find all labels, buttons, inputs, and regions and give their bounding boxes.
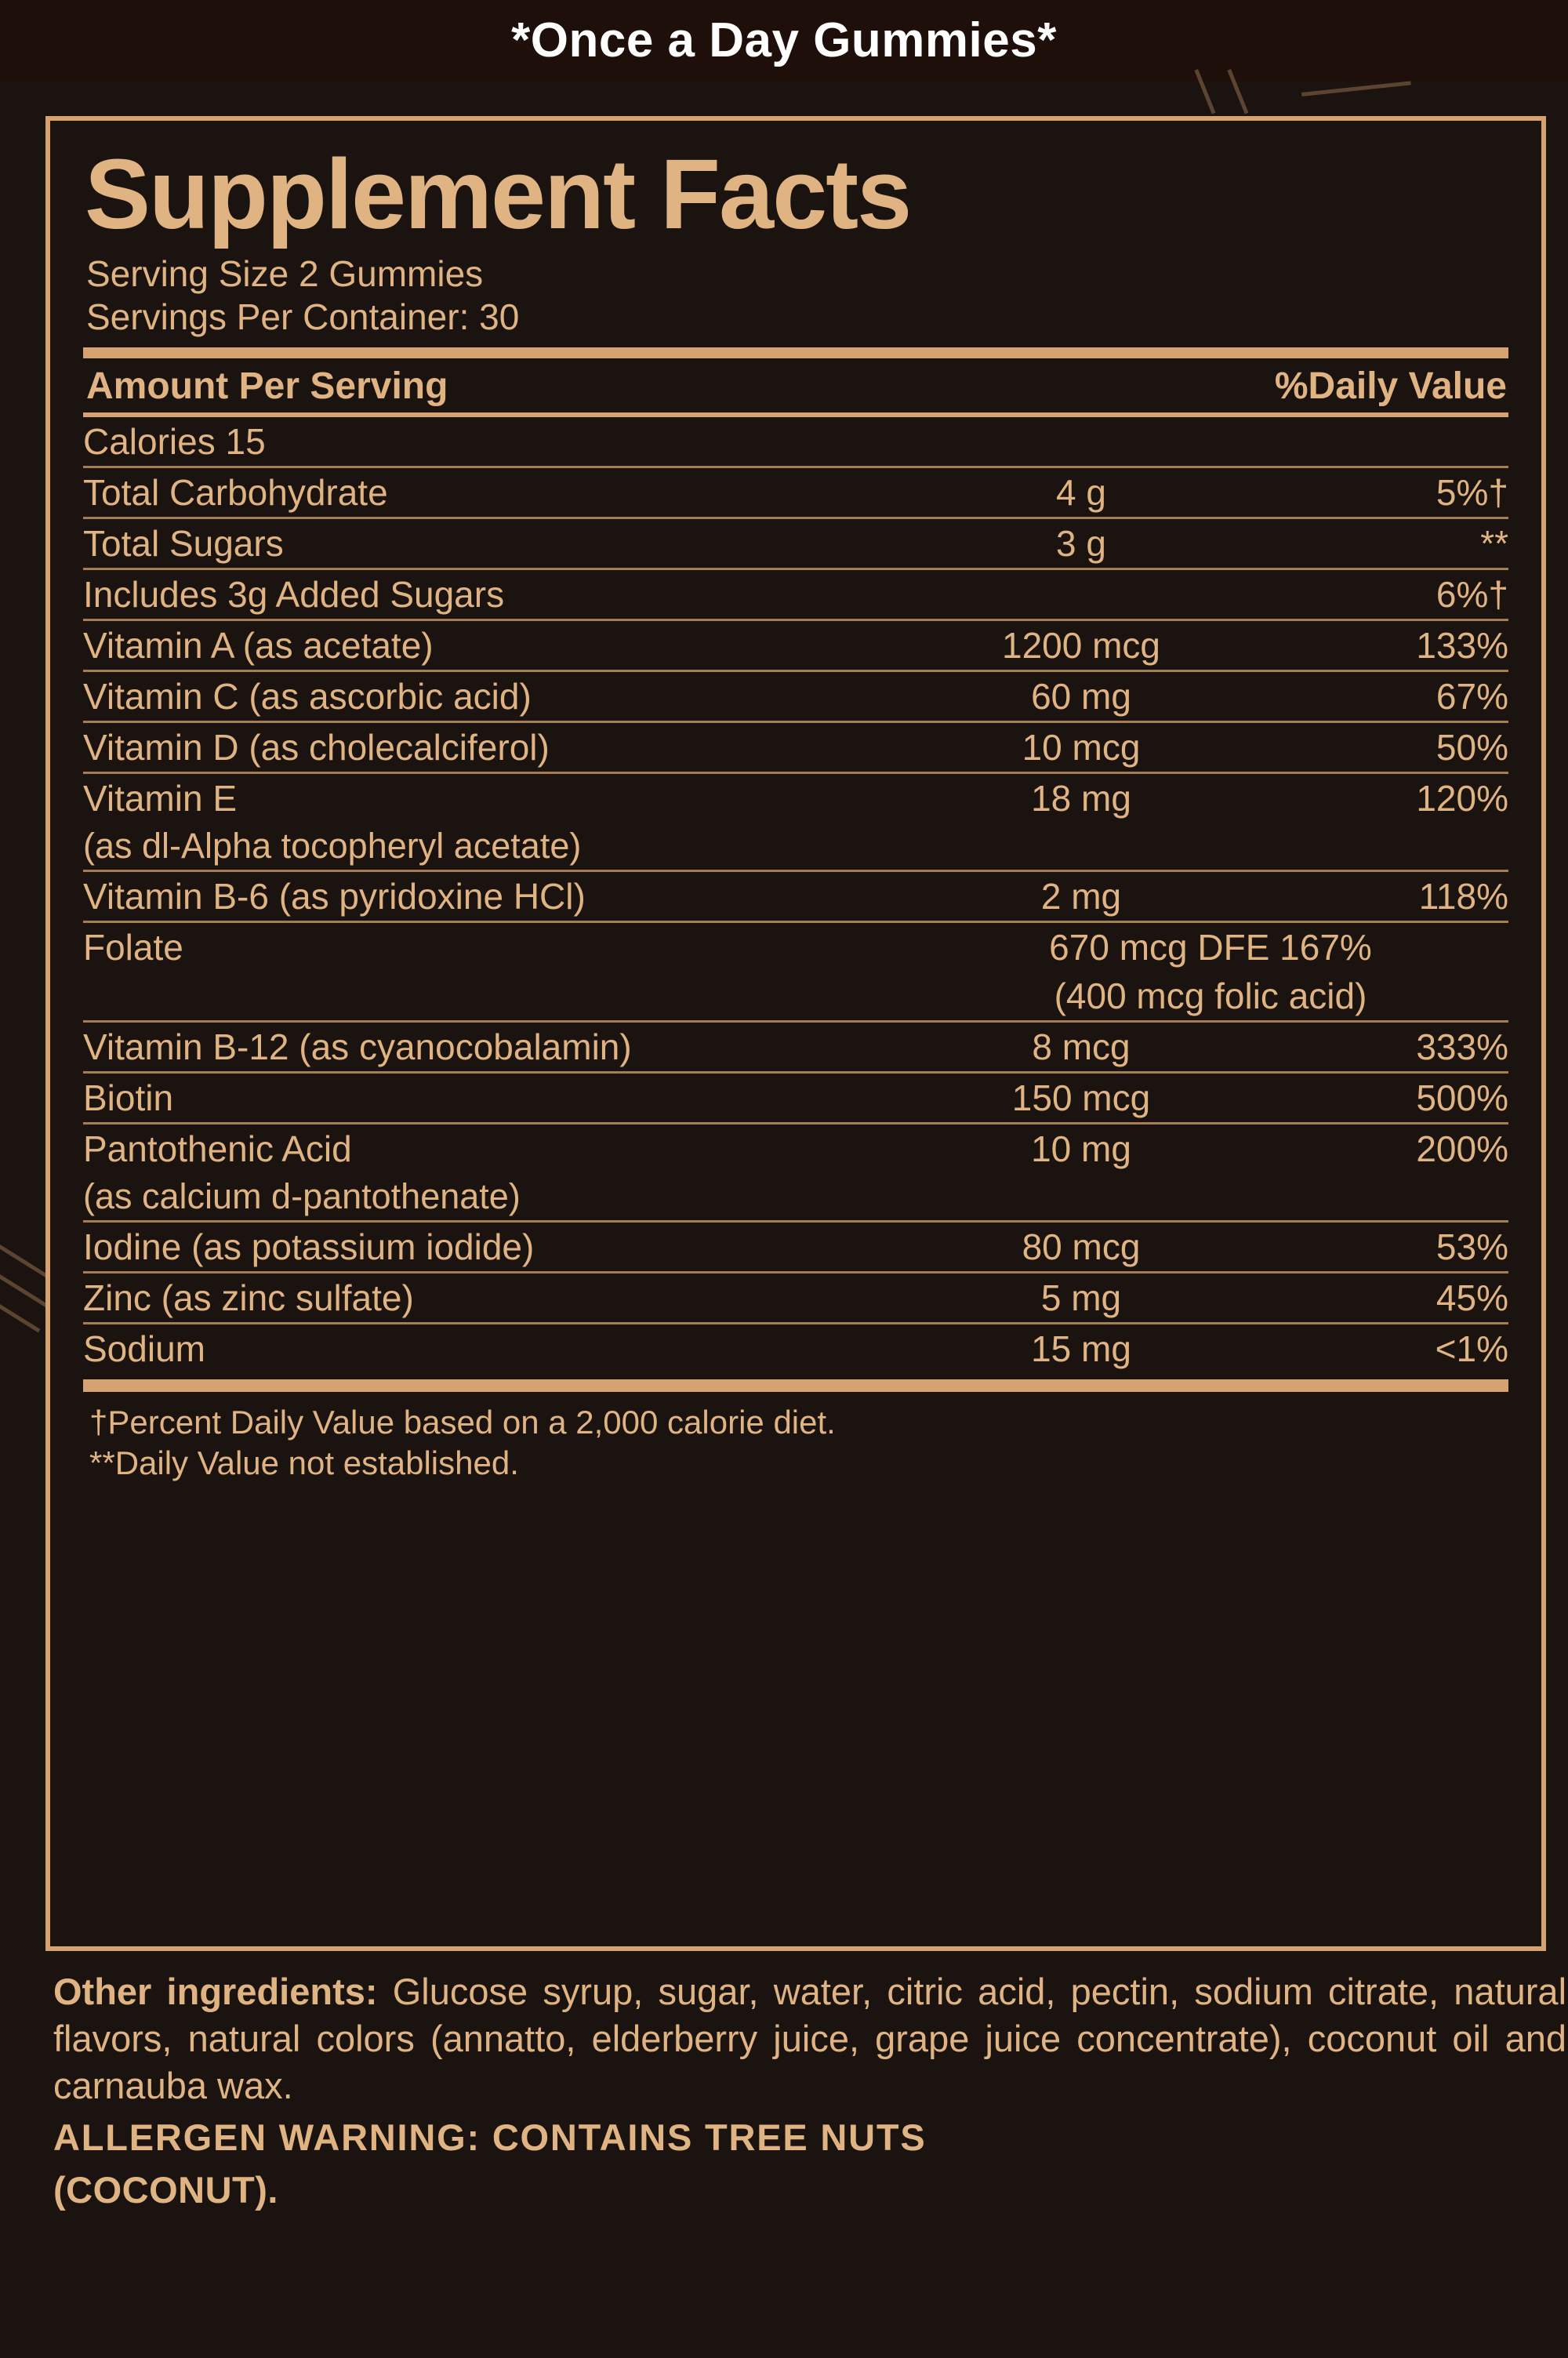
nutrient-dv: 333% (1250, 1021, 1508, 1072)
nutrient-amount: 2 mg (913, 870, 1250, 921)
daily-value-label: %Daily Value (1274, 365, 1507, 407)
nutrient-amount: 18 mg (1031, 777, 1131, 819)
nutrient-dv (1250, 417, 1508, 467)
nutrient-amount: 10 mg (1031, 1128, 1131, 1169)
nutrient-dv: 500% (1250, 1072, 1508, 1123)
page-title: *Once a Day Gummies* (511, 13, 1057, 67)
nutrient-amount (913, 417, 1250, 467)
divider-thick (83, 347, 1508, 358)
servings-per-container: Servings Per Container: 30 (86, 296, 520, 337)
allergen-warning-line1: ALLERGEN WARNING: CONTAINS TREE NUTS (53, 2116, 927, 2159)
table-row (83, 1221, 1508, 1272)
nutrient-dv: 200% (1416, 1128, 1508, 1169)
nutrient-name-continuation: (as calcium d-pantothenate) (83, 1173, 1508, 1222)
nutrient-name: Calories 15 (83, 417, 913, 467)
nutrient-name-continuation: (as dl-Alpha tocopheryl acetate) (83, 823, 1508, 871)
nutrient-amount: 80 mcg (913, 1221, 1250, 1272)
nutrient-dv: 67% (1250, 670, 1508, 721)
other-ingredients-label: Other ingredients: (53, 1971, 378, 2012)
table-row (83, 1123, 1508, 1173)
nutrient-name: Vitamin A (as acetate) (83, 619, 913, 670)
nutrient-dv: 5%† (1250, 467, 1508, 518)
table-row (83, 467, 1508, 518)
nutrient-amount: 3 g (913, 518, 1250, 569)
nutrient-dv: 53% (1250, 1221, 1508, 1272)
footnote-not-established: **Daily Value not established. (89, 1444, 519, 1482)
serving-size: Serving Size 2 Gummies (86, 253, 484, 295)
table-row (83, 772, 1508, 823)
nutrient-dv: 50% (1250, 721, 1508, 772)
table-row (83, 1021, 1508, 1072)
nutrient-dv: ** (1250, 518, 1508, 569)
nutrient-name: Iodine (as potassium iodide) (83, 1221, 913, 1272)
nutrient-name: Sodium (83, 1328, 205, 1369)
nutrient-amount: 4 g (913, 467, 1250, 518)
nutrient-dv: 120% (1416, 777, 1508, 819)
nutrient-name: Vitamin D (as cholecalciferol) (83, 721, 913, 772)
allergen-warning-line2: (COCONUT). (53, 2168, 278, 2211)
nutrient-amount: 10 mcg (913, 721, 1250, 772)
nutrient-amount: 150 mcg (913, 1072, 1250, 1123)
other-ingredients-block (53, 1968, 1566, 2214)
table-row-continuation (83, 823, 1508, 871)
nutrient-amount: 670 mcg DFE 167% (1049, 926, 1372, 968)
nutrient-amount-continuation: (400 mcg folic acid) (913, 972, 1508, 1022)
nutrient-name: Total Carbohydrate (83, 467, 913, 518)
nutrient-amount: 60 mg (913, 670, 1250, 721)
table-row (83, 921, 1508, 972)
table-row (83, 870, 1508, 921)
nutrient-name: Vitamin C (as ascorbic acid) (83, 670, 913, 721)
table-row (83, 670, 1508, 721)
nutrient-name: Vitamin B-6 (as pyridoxine HCl) (83, 870, 913, 921)
nutrient-dv: 133% (1250, 619, 1508, 670)
nutrient-name: Vitamin E (83, 777, 238, 819)
nutrient-dv: <1% (1435, 1328, 1508, 1369)
nutrient-dv: 6%† (1250, 569, 1508, 619)
nutrient-dv: 118% (1250, 870, 1508, 921)
nutrient-name: Total Sugars (83, 518, 913, 569)
table-row-continuation (83, 1173, 1508, 1222)
nutrient-name: Zinc (as zinc sulfate) (83, 1272, 913, 1323)
nutrient-name: Vitamin B-12 (as cyanocobalamin) (83, 1021, 913, 1072)
header-band (0, 0, 1568, 82)
supplement-facts-panel (45, 116, 1546, 1951)
amount-per-serving-header-row (83, 358, 1508, 412)
table-row (83, 721, 1508, 772)
decorative-stroke (0, 1300, 40, 1332)
nutrient-name: Folate (83, 926, 183, 968)
supplement-facts-title: Supplement Facts (85, 139, 911, 249)
divider-bottom (83, 1379, 1508, 1392)
nutrient-dv: 45% (1250, 1272, 1508, 1323)
nutrient-name: Biotin (83, 1072, 913, 1123)
amount-per-serving-label: Amount Per Serving (86, 365, 448, 407)
nutrient-amount: 15 mg (1031, 1328, 1131, 1369)
table-row (83, 1272, 1508, 1323)
decorative-stroke (1301, 81, 1411, 96)
nutrient-name: Pantothenic Acid (83, 1128, 352, 1169)
nutrition-table (83, 417, 1508, 1373)
nutrient-amount: 8 mcg (913, 1021, 1250, 1072)
other-ingredients-text: Glucose syrup, sugar, water, citric acid, pectin, sodium citrate, natural flavors, natural colors (annatto, elderberry juice, grape juice concentrate), coconut oil and carnauba wax. (53, 1971, 1567, 2107)
nutrient-amount (913, 569, 1250, 619)
nutrient-amount: 1200 mcg (913, 619, 1250, 670)
table-row-continuation (83, 972, 1508, 1022)
footnote-daily-value: †Percent Daily Value based on a 2,000 calorie diet. (89, 1403, 836, 1441)
nutrient-amount: 5 mg (913, 1272, 1250, 1323)
table-row (83, 417, 1508, 467)
nutrient-name: Includes 3g Added Sugars (83, 569, 913, 619)
footnotes (83, 1392, 1508, 1484)
table-row (83, 518, 1508, 569)
table-row (83, 569, 1508, 619)
table-row (83, 1323, 1508, 1373)
table-row (83, 619, 1508, 670)
table-row (83, 1072, 1508, 1123)
